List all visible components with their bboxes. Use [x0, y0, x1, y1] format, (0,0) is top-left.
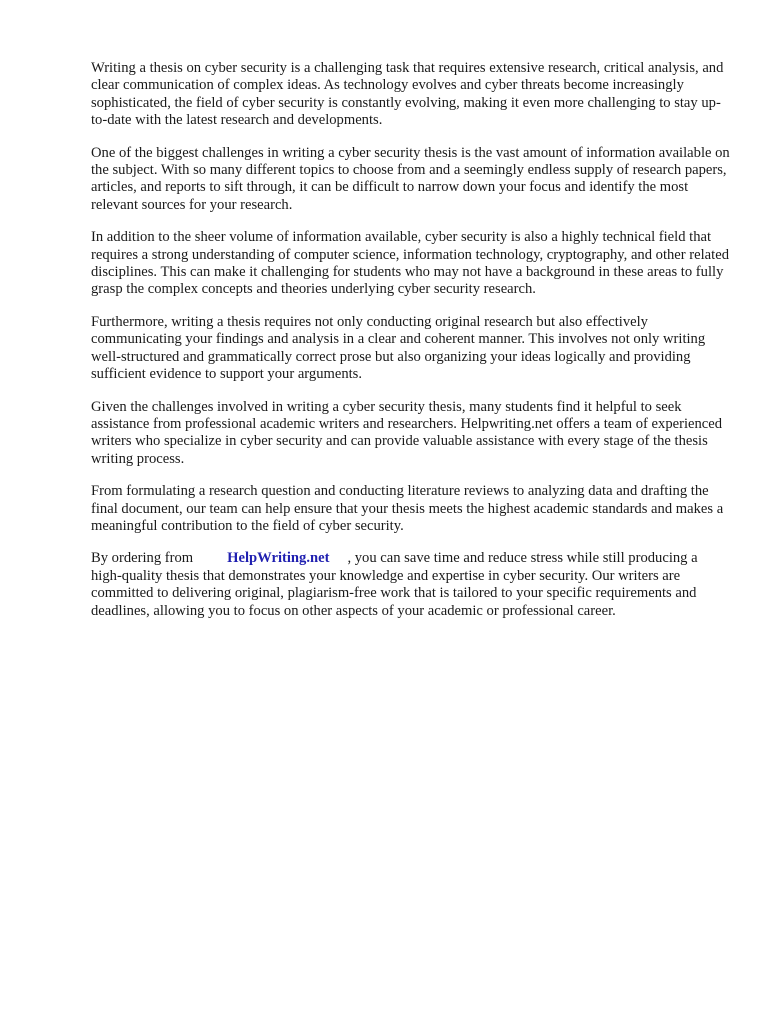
- paragraph-communication: Furthermore, writing a thesis requires not only conducting original research but also effectively communicating your findings and analysis in a clear and coherent manner. This involves not only writing well-structured and grammatically correct prose but also organizing your ideas logically and providing sufficient evidence to support your arguments.: [91, 313, 706, 383]
- ordering-text-after: , you can save time and reduce stress while still producing a high-quality thesis that demonstrates your knowledge and expertise in cyber security. Our writers are committed to delivering original, plagiarism-free work that is tailored to your specific requirements and deadlines, allowing you to focus on other aspects of your academic or professional career.: [91, 550, 698, 619]
- paragraph-assistance: Given the challenges involved in writing a cyber security thesis, many students find it helpful to seek assistance from professional academic writers and researchers. Helpwriting.net offers a team of experienced writers who specialize in cyber security and can provide valuable assistance with every stage of the thesis writing process.: [91, 398, 723, 467]
- paragraph-challenges: One of the biggest challenges in writing a cyber security thesis is the vast amount of information available on the subject. With so many different topics to choose from and a seemingly endless supply of research papers, articles, and reports to sift through, it can be difficult to narrow down your focus and identify the most relevant sources for your research.: [91, 144, 730, 213]
- paragraph-services: From formulating a research question and conducting literature reviews to analyzing data and drafting the final document, our team can help ensure that your thesis meets the highest academic standards and makes a meaningful contribution to the field of cyber security.: [91, 483, 724, 534]
- paragraph-ordering: [91, 550, 731, 620]
- paragraph-technical: In addition to the sheer volume of information available, cyber security is also a highly technical field that requires a strong understanding of computer science, information technology, cryptography, and other related disciplines. This can make it challenging for students who may not have a background in these areas to fully grasp the complex concepts and theories underlying cyber security research.: [91, 229, 729, 298]
- paragraph-intro: Writing a thesis on cyber security is a challenging task that requires extensive research, critical analysis, and clear communication of complex ideas. As technology evolves and cyber threats become increasingly sophisticated, the field of cyber security is constantly evolving, making it even more challenging to stay up-to-date with the latest research and developments.: [91, 60, 724, 129]
- document-page: [91, 60, 731, 635]
- ordering-text-before: By ordering from: [91, 550, 194, 567]
- helpwriting-link[interactable]: HelpWriting.net: [227, 550, 330, 567]
